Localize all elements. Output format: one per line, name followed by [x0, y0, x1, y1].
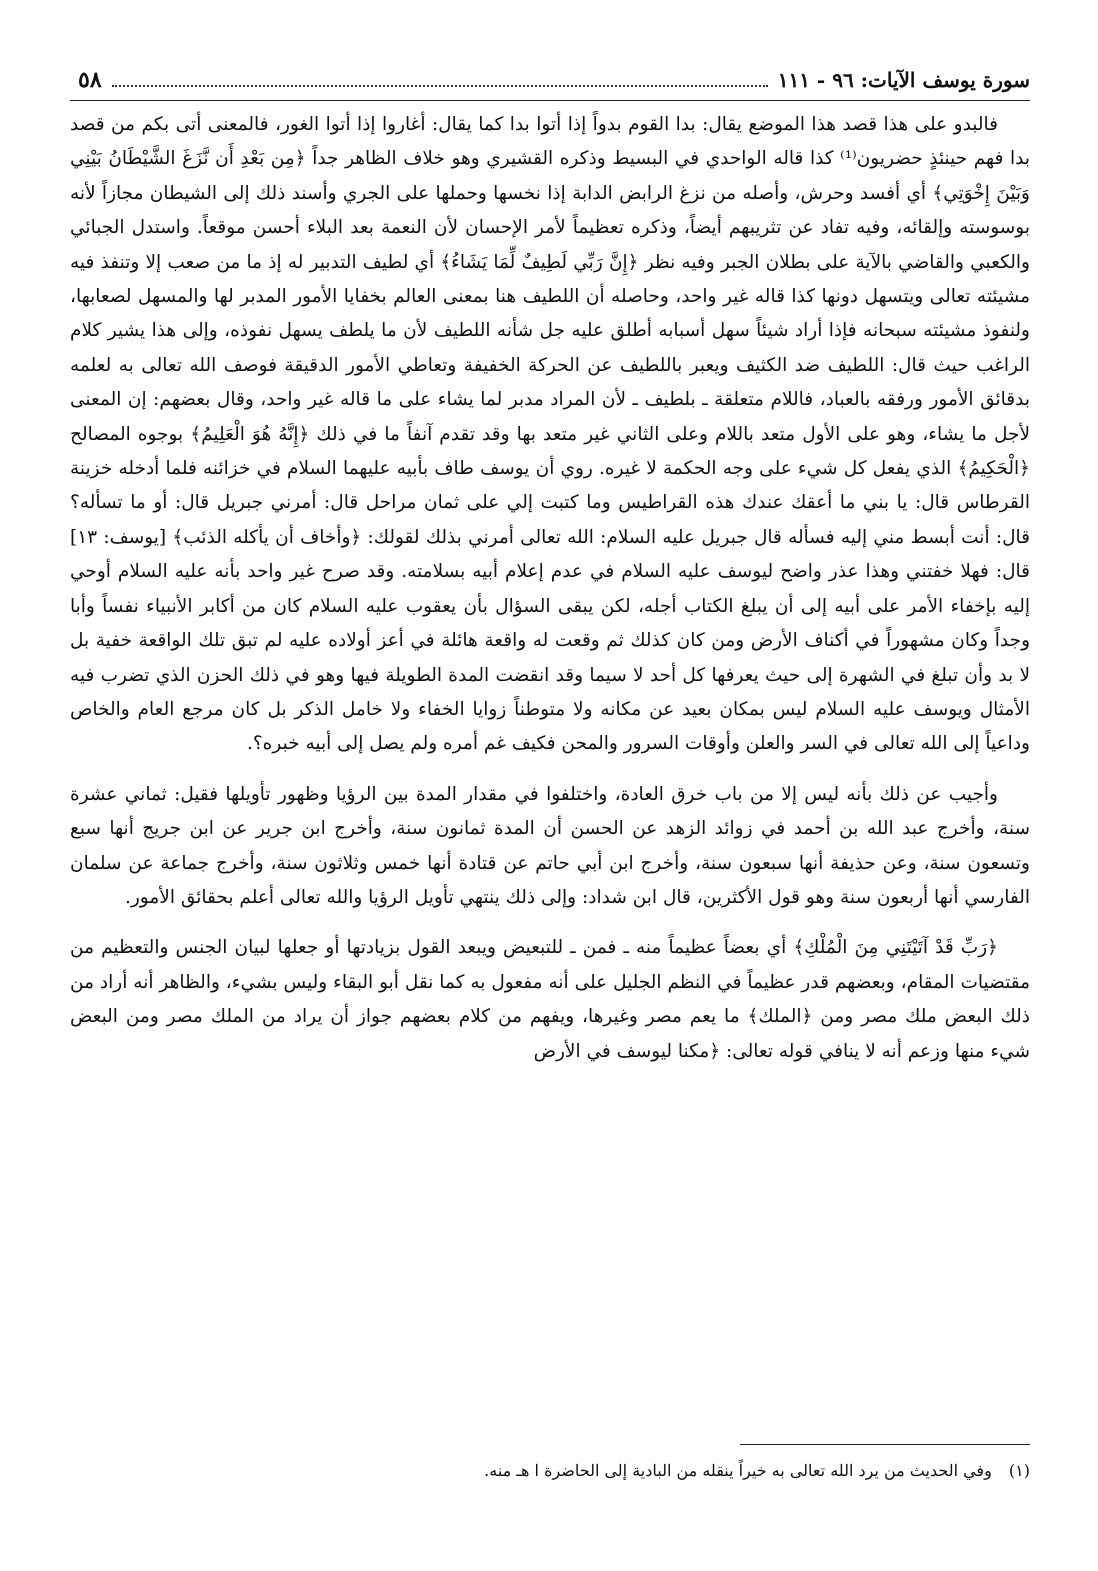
footnote-marker: (١)	[1008, 1461, 1030, 1480]
running-title: سورة يوسف الآيات: ٩٦ - ١١١	[777, 68, 1030, 92]
header-rule	[70, 100, 1030, 101]
footnote-text: وفي الحديث من يرد الله تعالى به خيراً ينقله من البادية إلى الحاضرة ا هـ منه.	[484, 1461, 992, 1480]
dotted-leader	[112, 85, 768, 87]
book-page	[70, 0, 1030, 1571]
footnote	[70, 1458, 1030, 1484]
footnote-rule	[740, 1444, 1030, 1445]
page-number: ٥٨	[78, 67, 102, 93]
paragraph: ﴿رَبِّ قَدْ آتَيْتَنِي مِنَ الْمُلْكِ﴾ أي بعضاً عظيماً منه ـ فمن ـ للتبعيض ويبعد القول بزيادتها أو جعلها لبيان الجنس والتعظيم من مقتضيات المقام، وبعضهم قدر عظيماً في النظم الجليل على أنه مفعول به كما نقل أبو البقاء وليس بشيء، والظاهر أنه أراد من ذلك البعض ملك مصر ومن ﴿الملك﴾ ما يعم مصر وغيرها، ويفهم من كلام بعضهم جواز أن يراد من الملك مصر ومن البعض شيء منها وزعم أنه لا ينافي قوله تعالى: ﴿مكنا ليوسف في الأرض	[70, 937, 1030, 1062]
paragraph: فالبدو على هذا قصد هذا الموضع يقال: بدا القوم بدواً إذا أتوا بدا كما يقال: أغاروا إذا أتوا الغور، فالمعنى أتى بكم من قصد بدا فهم حينئذٍ حضريون⁽¹⁾ كذا قاله الواحدي في البسيط وذكره القشيري وهو خلاف الظاهر جداً ﴿مِن بَعْدِ أَن نَّزَغَ الشَّيْطَانُ بَيْنِي وَبَيْنَ إِخْوَتِي﴾ أي أفسد وحرش، وأصله من نزغ الرابض الدابة إذا نخسها وحملها على الجري وأسند ذلك إلى الشيطان مجازاً لأنه بوسوسته وإلقائه، وفيه تفاد عن تثريبهم أيضاً، وذكره تعظيماً لأمر الإحسان لأن النعمة بعد البلاء أحسن موقعاً. واستدل الجبائي والكعبي والقاضي بالآية على بطلان الجبر وفيه نظر ﴿إِنَّ رَبِّي لَطِيفٌ لِّمَا يَشَاءُ﴾ أي لطيف التدبير له إذ ما من صعب إلا وتنفذ فيه مشيئته تعالى ويتسهل دونها كذا قاله غير واحد، وحاصله أن اللطيف هنا بمعنى العالم بخفايا الأمور المدبر لها والمسهل لصعابها، ولنفوذ مشيئته سبحانه فإذا أراد شيئاً سهل أسبابه أطلق عليه جل شأنه اللطيف لأن ما يلطف يسهل نفوذه، وإلى هذا يشير كلام الراغب حيث قال: اللطيف ضد الكثيف ويعبر باللطيف عن الحركة الخفيفة وتعاطي الأمور الدقيقة فوصف الله تعالى به لعلمه بدقائق الأمور ورفقه بالعباد، فاللام متعلقة ـ بلطيف ـ لأن المراد مدبر لما يشاء على ما قاله غير واحد، وقال بعضهم: إن المعنى لأجل ما يشاء، وهو على الأول متعد باللام وعلى الثاني غير متعد بها وقد تقدم آنفاً ما في ذلك ﴿إِنَّهُ هُوَ الْعَلِيمُ﴾ بوجوه المصالح ﴿الْحَكِيمُ﴾ الذي يفعل كل شيء على وجه الحكمة لا غيره. روي أن يوسف طاف بأبيه عليهما السلام في خزائنه فلما أدخله خزينة القرطاس قال: يا بني ما أعقك عندك هذه القراطيس وما كتبت إلي على ثمان مراحل قال: أمرني جبريل قال: أو ما تسأله؟ قال: أنت أبسط مني إليه فسأله قال جبريل عليه السلام: الله تعالى أمرني بذلك لقولك: ﴿وأخاف أن يأكله الذئب﴾ [يوسف: ١٣] قال: فهلا خفتني وهذا عذر واضح ليوسف عليه السلام في عدم إعلام أبيه بسلامته. وقد صرح غير واحد بأنه عليه السلام أوحي إليه بإخفاء الأمر على أبيه إلى أن يبلغ الكتاب أجله، لكن يبقى السؤال بأن يعقوب عليه السلام كان من أكابر الأنبياء نفساً وأبا وجداً وكان مشهوراً في أكناف الأرض ومن كان كذلك ثم وقعت له واقعة هائلة في أعز أولاده عليه لم تبق تلك الواقعة خفية بل لا بد وأن تبلغ في الشهرة إلى حيث يعرفها كل أحد لا سيما وقد انقضت المدة الطويلة فيها وهو في ذلك الحزن الذي تضرب فيه الأمثال ويوسف عليه السلام ليس بمكان بعيد عن مكانه ولا متوطناً زوايا الخفاء ولا خامل الذكر بل كان مرجع العام والخاص وداعياً إلى الله تعالى في السر والعلن وأوقات السرور والمحن فكيف غم أمره ولم يصل إلى أبيه خبره؟.	[70, 114, 1030, 755]
page-body	[70, 108, 1030, 1069]
page-header	[70, 62, 1030, 98]
paragraph: وأجيب عن ذلك بأنه ليس إلا من باب خرق العادة، واختلفوا في مقدار المدة بين الرؤيا وظهور تأويلها فقيل: ثماني عشرة سنة، وأخرج عبد الله بن أحمد في زوائد الزهد عن الحسن أن المدة ثمانون سنة، وأخرج ابن جرير عن ابن جريج أنها سبع وتسعون سنة، وعن حذيفة أنها سبعون سنة، وأخرج ابن أبي حاتم عن قتادة أنها خمس وثلاثون سنة، وأخرج جماعة عن سلمان الفارسي أنها أربعون سنة وهو قول الأكثرين، قال ابن شداد: وإلى ذلك ينتهي تأويل الرؤيا والله تعالى أعلم بحقائق الأمور.	[70, 783, 1030, 908]
